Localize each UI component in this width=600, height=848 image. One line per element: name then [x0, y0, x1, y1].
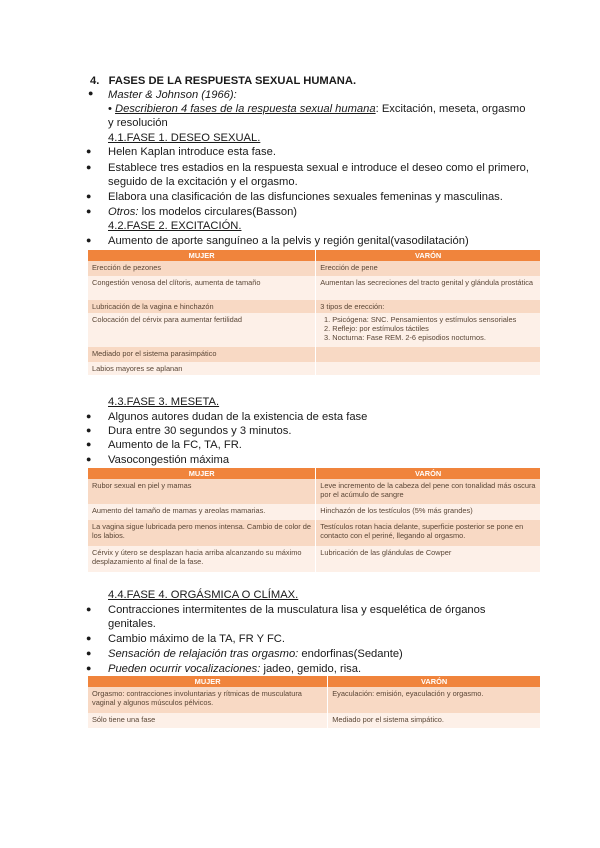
table-cell: Mediado por el sistema parasimpático — [88, 347, 316, 362]
table-row — [88, 520, 541, 546]
bullet-icon: ● — [86, 235, 92, 245]
table-cell: Colocación del cérvix para aumentar fertilidad — [88, 313, 316, 347]
phase2-table — [88, 250, 541, 375]
phase1-bullet-2: Establece tres estadios en la respuesta sexual e introduce el deseo como el primero, — [108, 162, 530, 174]
description-line: • Describieron 4 fases de la respuesta sexual humana: Excitación, meseta, orgasmo — [108, 103, 526, 115]
bullet-icon: ● — [86, 191, 92, 201]
phase3-bullet-3: Aumento de la FC, TA, FR. — [108, 439, 242, 451]
table-cell: Leve incremento de la cabeza del pene con tonalidad más oscura por el acúmulo de sangre — [316, 479, 541, 504]
table-cell: Aumento del tamaño de mamas y areolas mamarias. — [88, 504, 316, 520]
table-header-varon: VARÓN — [328, 676, 541, 687]
bullet-icon: ● — [86, 663, 92, 673]
bullet-icon: ● — [86, 425, 92, 435]
table-cell: Hinchazón de los testículos (5% más grandes) — [316, 504, 541, 520]
phase3-table — [88, 468, 541, 572]
phase1-bullet-3: Elabora una clasificación de las disfunciones sexuales femeninas y masculinas. — [108, 191, 503, 203]
phase4-bullet-1-cont: genitales. — [108, 618, 156, 630]
table-cell: Orgasmo: contracciones involuntarias y rítmicas de musculatura vaginal y algunos músculos pélvicos. — [88, 687, 328, 713]
table-row — [88, 687, 541, 713]
table-header-mujer: MUJER — [88, 250, 316, 261]
list-item: 1. Psicógena: SNC. Pensamientos y estímulos sensoriales — [332, 315, 536, 324]
table-row — [88, 276, 541, 300]
table-cell: Eyaculación: emisión, eyaculación y orgasmo. — [328, 687, 541, 713]
section-heading: 4. FASES DE LA RESPUESTA SEXUAL HUMANA. — [90, 75, 357, 87]
bullet-icon: ● — [86, 162, 92, 172]
table-header-mujer: MUJER — [88, 676, 328, 687]
bullet-icon: ● — [86, 206, 92, 216]
table-cell: Aumentan las secreciones del tracto genital y glándula prostática — [316, 276, 541, 300]
table-row — [88, 347, 541, 362]
phase4-title: 4.4.FASE 4. ORGÁSMICA O CLÍMAX. — [108, 589, 299, 601]
phase4-bullet-3: Sensación de relajación tras orgasmo: endorfinas(Sedante) — [108, 648, 403, 660]
table-row — [88, 300, 541, 313]
table-cell: Lubricación de la vagina e hinchazón — [88, 300, 316, 313]
table-row — [88, 504, 541, 520]
list-item: 3. Nocturna: Fase REM. 2-6 episodios nocturnos. — [332, 333, 536, 342]
phase2-bullet-1: Aumento de aporte sanguíneo a la pelvis y región genital(vasodilatación) — [108, 235, 469, 247]
table-cell: Erección de pezones — [88, 261, 316, 276]
phase4-bullet-1: Contracciones intermitentes de la musculatura lisa y esquelética de órganos — [108, 604, 486, 616]
phase1-bullet-4: Otros: los modelos circulares(Basson) — [108, 206, 298, 218]
table-header-varon: VARÓN — [316, 468, 541, 479]
table-cell: Testículos rotan hacia delante, superficie posterior se pone en contacto con el periné, llegando al orgasmo. — [316, 520, 541, 546]
table-header-mujer: MUJER — [88, 468, 316, 479]
list-item: 2. Reflejo: por estímulos táctiles — [332, 324, 536, 333]
phase3-bullet-1: Algunos autores dudan de la existencia de esta fase — [108, 411, 368, 423]
table-cell: La vagina sigue lubricada pero menos intensa. Cambio de color de los labios. — [88, 520, 316, 546]
bullet-icon: ● — [86, 439, 92, 449]
phase4-table — [88, 676, 541, 728]
phase3-title: 4.3.FASE 3. MESETA. — [108, 396, 220, 408]
table-cell: Lubricación de las glándulas de Cowper — [316, 546, 541, 572]
phase2-title: 4.2.FASE 2. EXCITACIÓN. — [108, 220, 242, 232]
phase3-bullet-2: Dura entre 30 segundos y 3 minutos. — [108, 425, 292, 437]
erection-types-cell — [316, 313, 541, 347]
table-row — [88, 713, 541, 728]
phase1-title: 4.1.FASE 1. DESEO SEXUAL. — [108, 132, 261, 144]
table-row — [88, 313, 541, 347]
table-cell: Cérvix y útero se desplazan hacia arriba alcanzando su máximo desplazamiento al final de la fase. — [88, 546, 316, 572]
table-cell: Labios mayores se aplanan — [88, 362, 316, 375]
table-row — [88, 362, 541, 375]
table-cell: Congestión venosa del clítoris, aumenta de tamaño — [88, 276, 316, 300]
table-cell — [316, 347, 541, 362]
phase1-bullet-2-cont: seguido de la excitación y el orgasmo. — [108, 176, 298, 188]
phase4-bullet-4: Pueden ocurrir vocalizaciones: jadeo, gemido, risa. — [108, 663, 362, 675]
author-line: Master & Johnson (1966): — [108, 89, 237, 101]
table-row — [88, 546, 541, 572]
table-cell: Sólo tiene una fase — [88, 713, 328, 728]
bullet-icon: ● — [88, 88, 94, 98]
table-cell: 3 tipos de erección: — [316, 300, 541, 313]
table-cell — [316, 362, 541, 375]
phase3-bullet-4: Vasocongestión máxima — [108, 454, 230, 466]
bullet-icon: ● — [86, 604, 92, 614]
table-cell: Erección de pene — [316, 261, 541, 276]
table-header-varon: VARÓN — [316, 250, 541, 261]
bullet-icon: ● — [86, 648, 92, 658]
phase1-bullet-1: Helen Kaplan introduce esta fase. — [108, 146, 276, 158]
bullet-icon: ● — [86, 633, 92, 643]
bullet-icon: ● — [86, 454, 92, 464]
table-cell: Mediado por el sistema simpático. — [328, 713, 541, 728]
bullet-icon: ● — [86, 411, 92, 421]
bullet-icon: ● — [86, 146, 92, 156]
table-row — [88, 479, 541, 504]
phase4-bullet-2: Cambio máximo de la TA, FR Y FC. — [108, 633, 285, 645]
table-row — [88, 261, 541, 276]
description-continued: y resolución — [108, 117, 168, 129]
table-cell: Rubor sexual en piel y mamas — [88, 479, 316, 504]
